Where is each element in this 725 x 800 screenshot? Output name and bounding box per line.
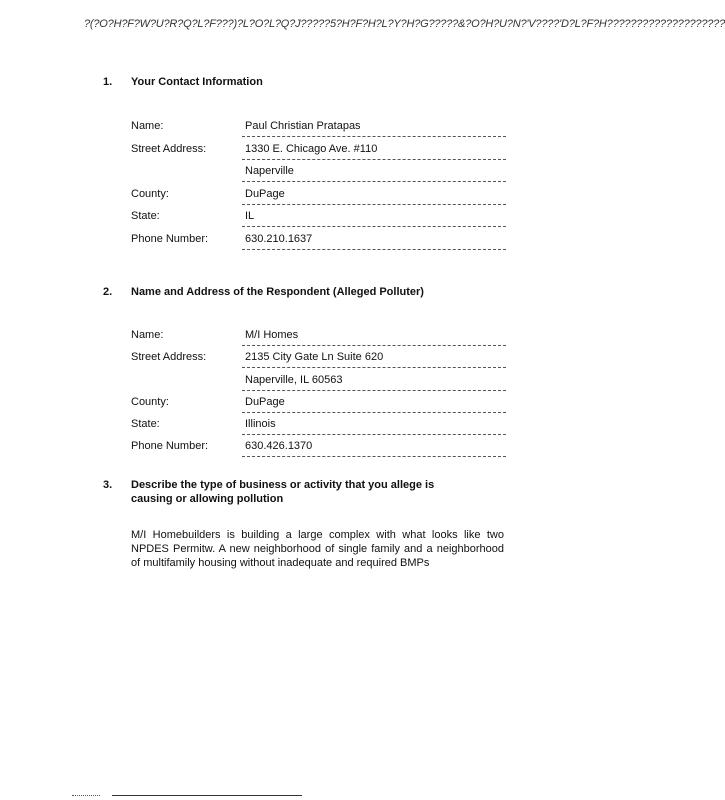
footer-dotted-mark — [72, 795, 100, 796]
respondent-city-rule — [242, 390, 506, 391]
contact-state-rule — [242, 226, 506, 227]
contact-county-label: County: — [131, 188, 169, 200]
respondent-county-label: County: — [131, 396, 169, 408]
section-2-number: 2. — [103, 286, 113, 298]
respondent-city-value: Naperville, IL 60563 — [245, 374, 343, 386]
section-3-number: 3. — [103, 479, 113, 491]
contact-state-value: IL — [245, 210, 255, 222]
garbled-header-text: ?(?O?H?F?W?U?R?Q?L?F???)?L?O?L?Q?J?????5?H?F?H?L?Y?H?G?????&?O?H?U?N?'V????'D?L?F?H???????????????????? — [84, 18, 725, 30]
contact-phone-rule — [242, 249, 506, 250]
contact-phone-value: 630.210.1637 — [245, 233, 313, 245]
respondent-phone-value: 630.426.1370 — [245, 440, 313, 452]
respondent-county-rule — [242, 412, 506, 413]
respondent-state-rule — [242, 434, 506, 435]
footer-signature-line — [112, 795, 302, 796]
contact-street-value: 1330 E. Chicago Ave. #110 — [245, 143, 378, 155]
respondent-state-label: State: — [131, 418, 160, 430]
contact-city-value: Naperville — [245, 165, 294, 177]
contact-city-rule — [242, 181, 506, 182]
respondent-street-label: Street Address: — [131, 351, 207, 363]
contact-name-value: Paul Christian Pratapas — [245, 120, 361, 132]
contact-state-label: State: — [131, 210, 160, 222]
respondent-street-value: 2135 City Gate Ln Suite 620 — [245, 351, 384, 363]
contact-county-value: DuPage — [245, 188, 285, 200]
section-3-title-line-1: Describe the type of business or activity that you allege is — [131, 479, 435, 491]
contact-street-rule — [242, 159, 506, 160]
section-2-title: Name and Address of the Respondent (Alleged Polluter) — [131, 286, 424, 298]
contact-name-label: Name: — [131, 120, 164, 132]
contact-name-rule — [242, 136, 506, 137]
business-description: M/I Homebuilders is building a large complex with what looks like two NPDES Permitw. A new neighborhood of single family and a neighborhood of multifamily housing without inadequate and required BMPs — [131, 529, 504, 569]
section-1-title: Your Contact Information — [131, 76, 263, 88]
respondent-name-value: M/I Homes — [245, 329, 299, 341]
section-3-title-line-2: causing or allowing pollution — [131, 493, 284, 505]
respondent-name-label: Name: — [131, 329, 164, 341]
respondent-state-value: Illinois — [245, 418, 276, 430]
contact-county-rule — [242, 204, 506, 205]
respondent-name-rule — [242, 345, 506, 346]
respondent-street-rule — [242, 367, 506, 368]
respondent-phone-label: Phone Number: — [131, 440, 209, 452]
section-1-number: 1. — [103, 76, 113, 88]
contact-phone-label: Phone Number: — [131, 233, 209, 245]
respondent-county-value: DuPage — [245, 396, 285, 408]
contact-street-label: Street Address: — [131, 143, 207, 155]
respondent-phone-rule — [242, 456, 506, 457]
